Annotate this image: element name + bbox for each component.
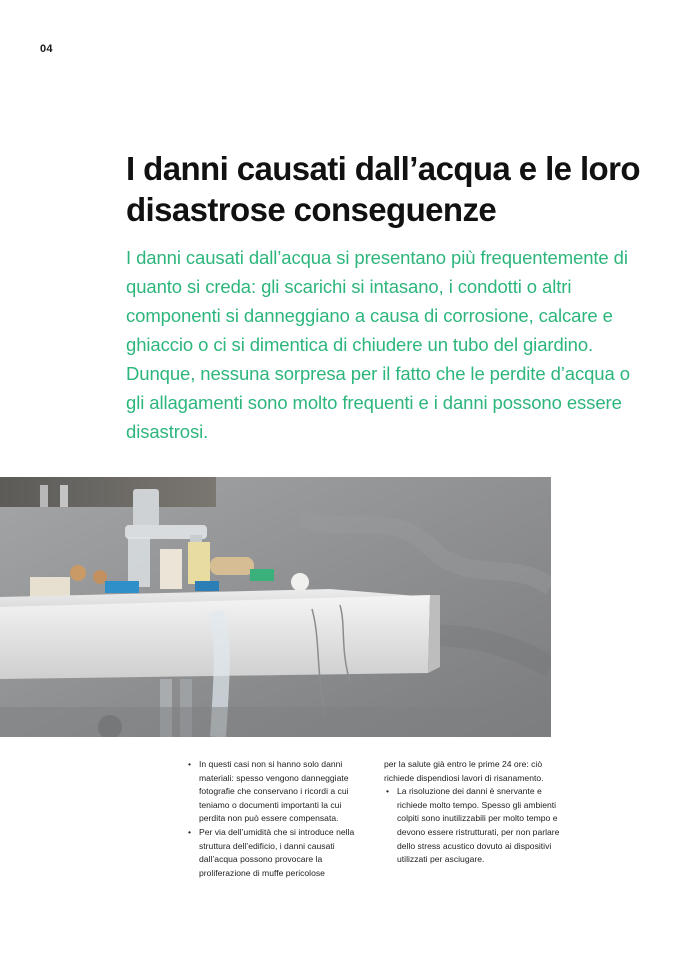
bullet-column-right <box>384 758 564 880</box>
lead-paragraph: I danni causati dall’acqua si presentano più frequentemente di quanto si creda: gli scarichi si intasano, i condotti o altri componenti si danneggiano a causa di corrosione, calcare e ghiaccio o ci si dimentica di chiudere un tubo del giardino. Dunque, nessuna sorpresa per il fatto che le perdite d’acqua o gli allagamenti sono molto frequenti e i danni possono essere disastrosi. <box>126 247 630 442</box>
bullet-columns <box>186 758 566 880</box>
bullet-item: • La risoluzione dei danni è snervante e richiede molto tempo. Spesso gli ambienti colpiti sono inutilizzabili per molto tempo e devono essere ristrutturati, per non parlare dello stress acustico dovuto ai dispositivi utilizzati per asciugare. <box>384 785 564 867</box>
bullet-column-left <box>186 758 366 880</box>
bullet-item: • Per via dell’umidità che si introduce nella struttura dell’edificio, i danni causati dall’acqua possono provocare la proliferazione di muffe pericolose <box>186 826 366 880</box>
page-title: I danni causati dall’acqua e le loro disastrose conseguenze <box>126 150 640 228</box>
bullet-item-continuation: per la salute già entro le prime 24 ore: ciò richiede dispendiosi lavori di risanamento. <box>384 759 544 783</box>
bullet-item: • In questi casi non si hanno solo danni materiali: spesso vengono danneggiate fotografie che conservano i ricordi a cui teniamo o documenti importanti la cui perdita non può essere compensata. <box>186 758 366 826</box>
washbasin-overflow-photo <box>0 477 551 737</box>
page-number: 04 <box>40 43 53 55</box>
